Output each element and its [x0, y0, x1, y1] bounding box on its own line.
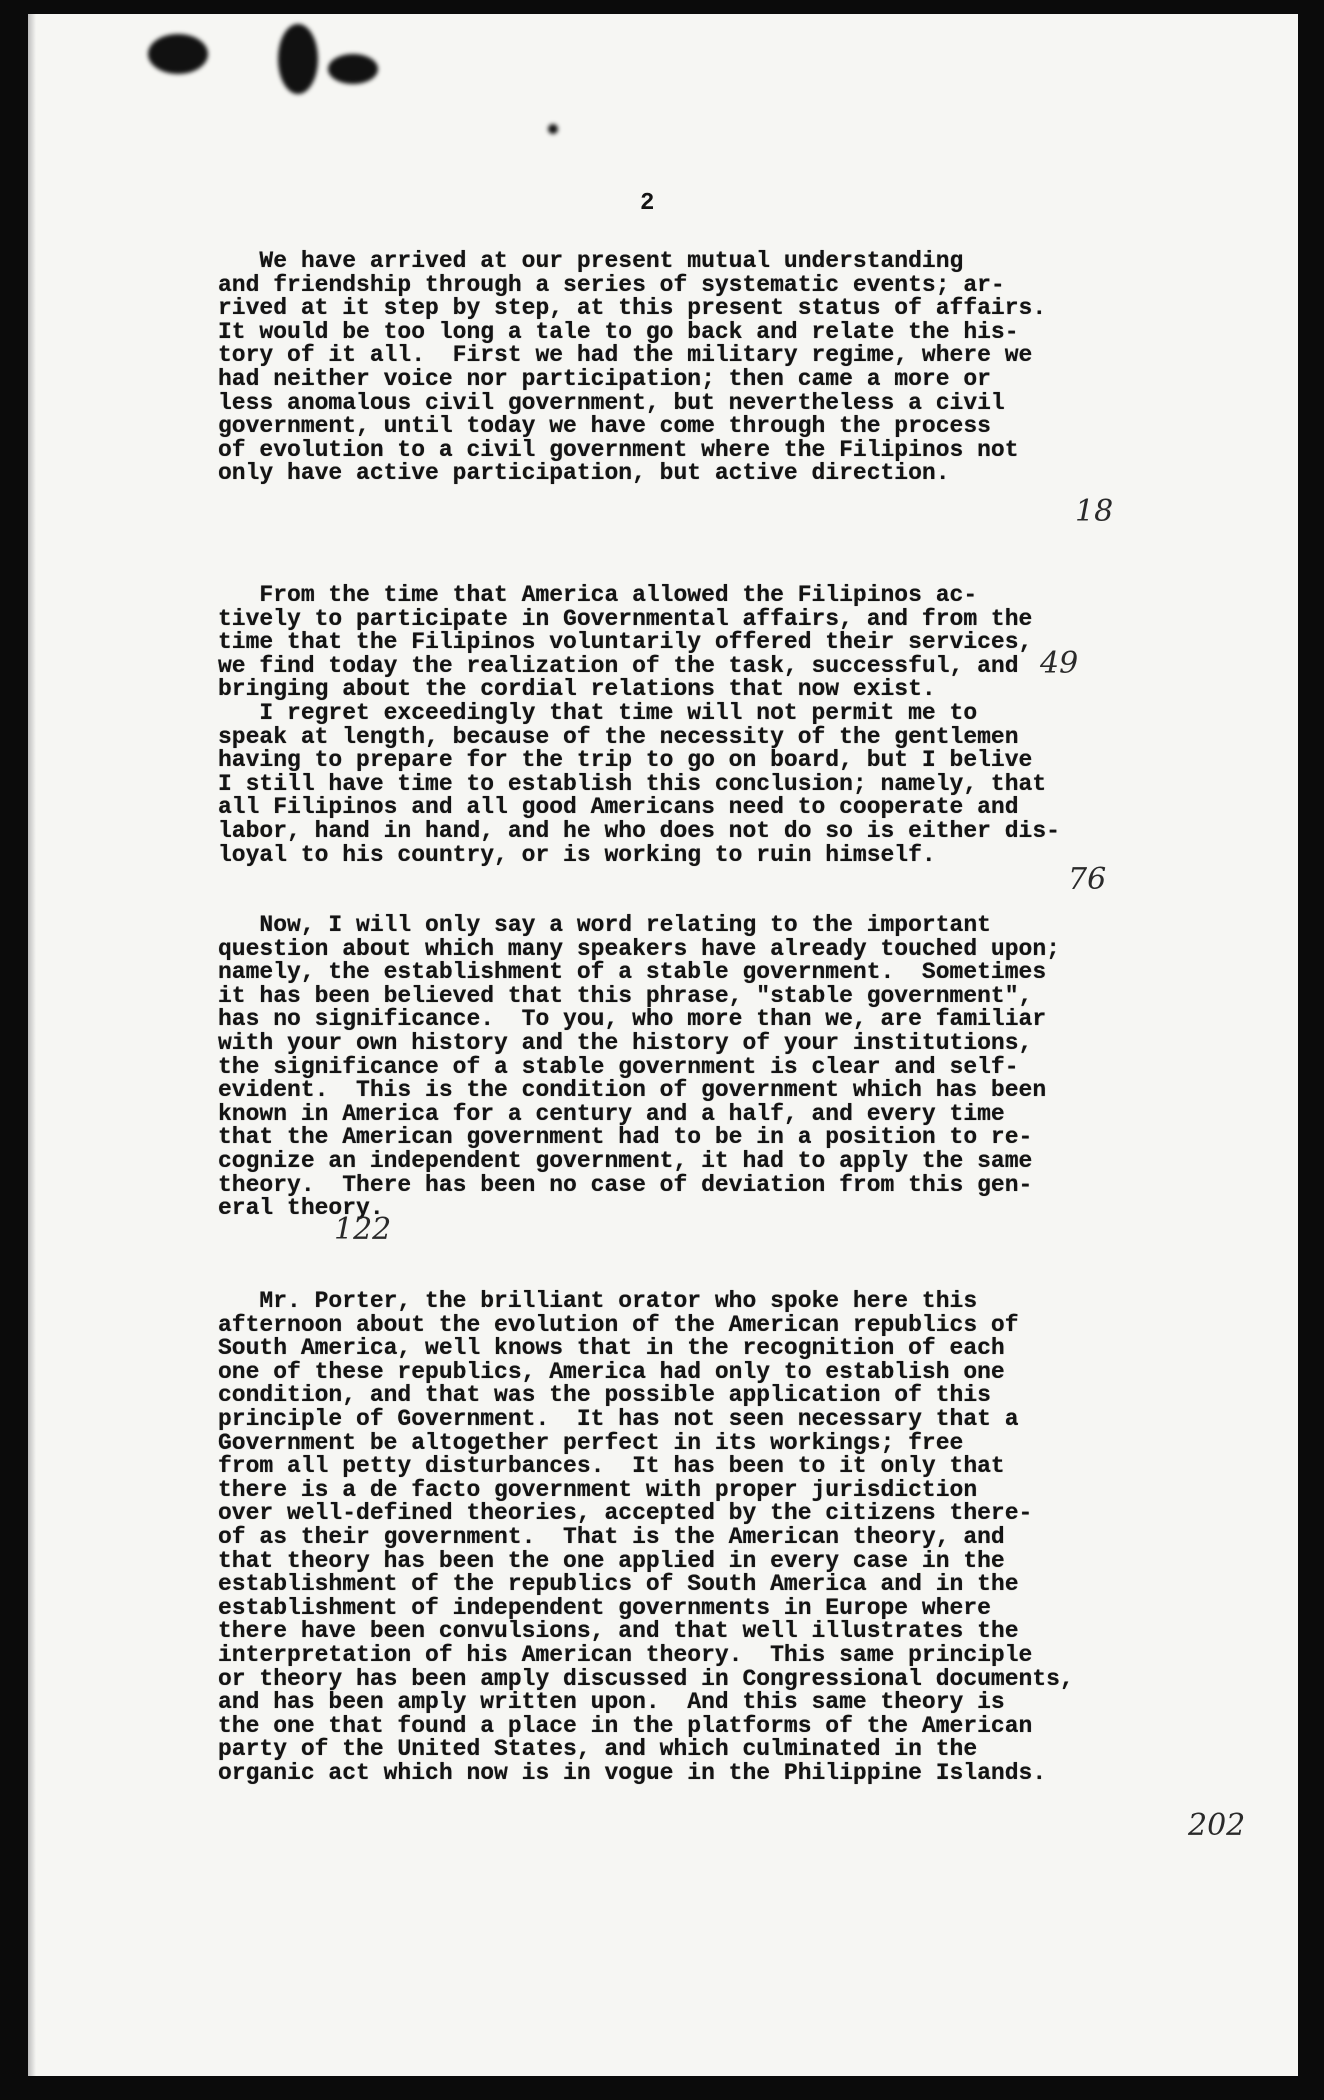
text-line: government, until today we have come through the process — [218, 413, 991, 440]
text-line: labor, hand in hand, and he who does not do so is either dis- — [218, 817, 1060, 844]
page-number: 2 — [640, 190, 655, 217]
text-line: condition, and that was the possible application of this — [218, 1382, 991, 1409]
text-line: Mr. Porter, the brilliant orator who spoke here this — [218, 1288, 978, 1314]
text-line: has no significance. To you, who more than we, are familiar — [218, 1006, 1047, 1033]
text-line: only have active participation, but active direction. — [218, 460, 950, 487]
text-line: or theory has been amply discussed in Congressional documents, — [218, 1665, 1074, 1692]
text-line: that theory has been the one applied in every case in the — [218, 1547, 1005, 1574]
text-line: having to prepare for the trip to go on board, but I belive — [218, 747, 1033, 774]
text-line: Now, I will only say a word relating to the important — [218, 912, 991, 938]
text-line: of as their government. That is the American theory, and — [218, 1523, 1005, 1550]
text-line: and has been amply written upon. And this same theory is — [218, 1689, 1005, 1716]
text-line: tively to participate in Governmental affairs, and from the — [218, 605, 1033, 632]
text-line: less anomalous civil government, but nevertheless a civil — [218, 389, 1005, 416]
text-line: loyal to his country, or is working to ruin himself. — [218, 841, 936, 868]
text-line: from all petty disturbances. It has been to it only that — [218, 1453, 1005, 1480]
handwritten-count: 49 — [1040, 646, 1079, 681]
text-line: time that the Filipinos voluntarily offered their services, — [218, 629, 1033, 656]
text-line: I still have time to establish this conclusion; namely, that — [218, 770, 1047, 797]
text-line: establishment of the republics of South America and in the — [218, 1571, 1019, 1598]
text-line: with your own history and the history of your institutions, — [218, 1029, 1033, 1056]
text-line: question about which many speakers have already touched upon; — [218, 935, 1060, 962]
handwritten-count: 202 — [1188, 1808, 1246, 1843]
text-line: cognize an independent government, it had to apply the same — [218, 1147, 1033, 1174]
text-line: bringing about the cordial relations that now exist. — [218, 676, 936, 703]
text-line: principle of Government. It has not seen necessary that a — [218, 1405, 1019, 1432]
page-edge — [28, 14, 36, 2076]
text-line: afternoon about the evolution of the American republics of — [218, 1311, 1019, 1338]
ink-smudge — [148, 34, 208, 74]
text-line: It would be too long a tale to go back and relate the his- — [218, 318, 1019, 345]
paragraph — [218, 250, 1228, 486]
text-line: one of these republics, America had only to establish one — [218, 1358, 1005, 1385]
text-line: I regret exceedingly that time will not permit me to — [218, 700, 978, 726]
text-line: speak at length, because of the necessity of the gentlemen — [218, 723, 1019, 750]
text-line: South America, well knows that in the recognition of each — [218, 1335, 1005, 1362]
text-line: and friendship through a series of systematic events; ar- — [218, 271, 1005, 298]
text-line: the one that found a place in the platforms of the American — [218, 1712, 1033, 1739]
document-page — [28, 14, 1298, 2076]
handwritten-count: 122 — [334, 1212, 392, 1247]
text-line: evident. This is the condition of government which has been — [218, 1077, 1047, 1104]
text-line: organic act which now is in vogue in the Philippine Islands. — [218, 1759, 1047, 1786]
text-line: over well-defined theories, accepted by the citizens there- — [218, 1500, 1033, 1527]
text-line: theory. There has been no case of deviation from this gen- — [218, 1171, 1033, 1198]
text-line: we find today the realization of the task, successful, and — [218, 652, 1019, 679]
text-line: there is a de facto government with proper jurisdiction — [218, 1476, 978, 1503]
text-line: rived at it step by step, at this present status of affairs. — [218, 295, 1047, 322]
text-line: of evolution to a civil government where the Filipinos not — [218, 436, 1019, 463]
text-line: eral theory. — [218, 1195, 384, 1222]
text-line: the significance of a stable government is clear and self- — [218, 1053, 1019, 1080]
handwritten-count: 18 — [1075, 494, 1114, 529]
text-line: all Filipinos and all good Americans need to cooperate and — [218, 794, 1019, 821]
ink-smudge — [548, 124, 558, 134]
paragraph — [218, 1290, 1228, 1785]
paragraph — [218, 914, 1228, 1221]
text-line: We have arrived at our present mutual understanding — [218, 248, 964, 274]
ink-smudge — [278, 24, 318, 94]
text-line: that the American government had to be in a position to re- — [218, 1124, 1033, 1151]
handwritten-count: 76 — [1068, 862, 1107, 897]
text-line: party of the United States, and which culminated in the — [218, 1736, 978, 1763]
text-line: interpretation of his American theory. This same principle — [218, 1641, 1033, 1668]
text-line: it has been believed that this phrase, "stable government", — [218, 982, 1033, 1009]
text-line: tory of it all. First we had the military regime, where we — [218, 342, 1033, 369]
paragraph — [218, 584, 1228, 702]
paragraph — [218, 702, 1228, 867]
text-line: there have been convulsions, and that well illustrates the — [218, 1618, 1019, 1645]
ink-smudge — [328, 54, 378, 84]
text-line: had neither voice nor participation; then came a more or — [218, 365, 991, 392]
text-line: known in America for a century and a half, and every time — [218, 1100, 1005, 1127]
text-line: From the time that America allowed the Filipinos ac- — [218, 582, 978, 608]
text-line: namely, the establishment of a stable government. Sometimes — [218, 959, 1047, 986]
text-line: Government be altogether perfect in its workings; free — [218, 1429, 964, 1456]
text-line: establishment of independent governments in Europe where — [218, 1594, 991, 1621]
